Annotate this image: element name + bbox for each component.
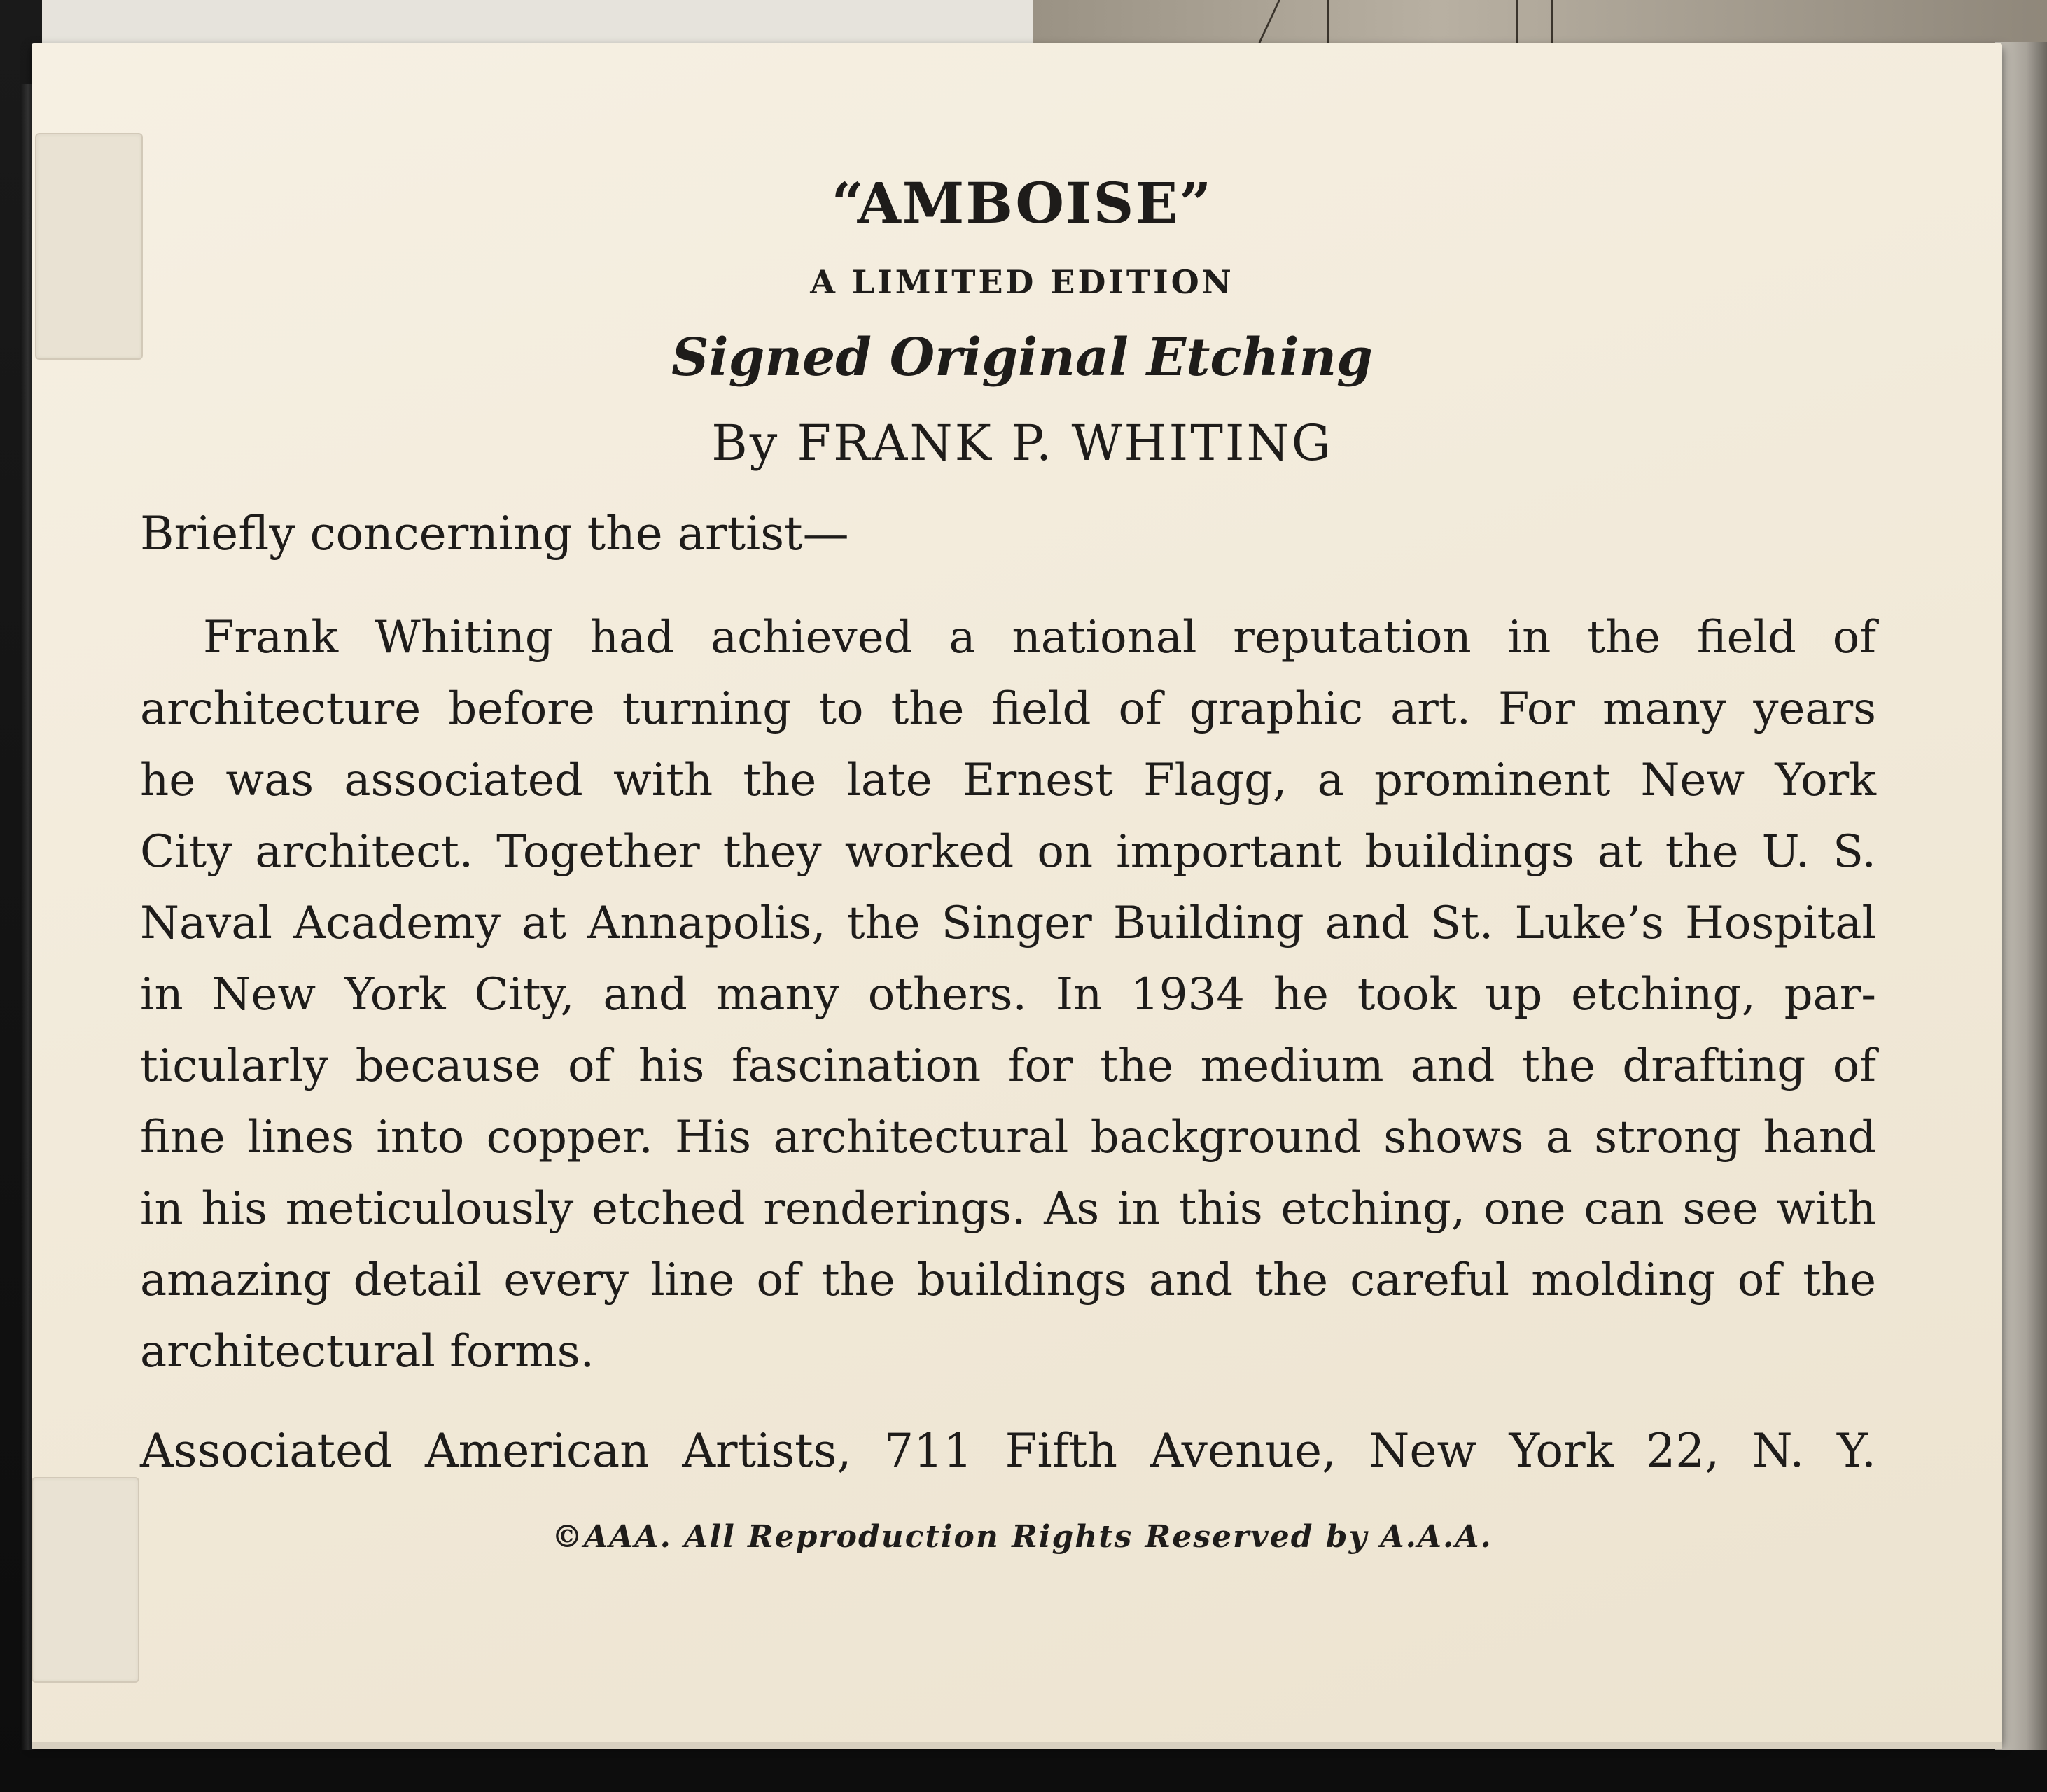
biography-line: he was associated with the late Ernest Flagg, a prominent New York: [140, 755, 1876, 806]
card-content: [140, 170, 1876, 1555]
biography-line: architectural forms.: [140, 1326, 594, 1378]
card-subtitle: Signed Original Etching: [671, 328, 1373, 388]
intro-line: Briefly concerning the artist—: [140, 507, 849, 561]
artist-byline: By FRANK P. WHITING: [711, 414, 1333, 472]
biography-line: in New York City, and many others. In 1934 he took up etching, par-: [140, 969, 1876, 1021]
mounting-hinge-bottom: [32, 1477, 139, 1683]
biography-line: Frank Whiting had achieved a national reputation in the field of: [203, 612, 1876, 664]
biography-line: in his meticulously etched renderings. As in this etching, one can see with: [140, 1183, 1876, 1235]
biography-line: fine lines into copper. His architectural background shows a strong hand: [140, 1112, 1876, 1163]
edition-label: A LIMITED EDITION: [810, 263, 1234, 301]
mounting-hinge-top: [35, 133, 143, 360]
biography-line: ticularly because of his fascination for the medium and the drafting of: [140, 1040, 1876, 1092]
copyright-notice: ©AAA. All Reproduction Rights Reserved by A.A.A.: [552, 1519, 1493, 1555]
biography-line: Naval Academy at Annapolis, the Singer Building and St. Luke’s Hospital: [140, 897, 1876, 949]
card-edge: [32, 1742, 2002, 1749]
publisher-address: Associated American Artists, 711 Fifth Avenue, New York 22, N. Y.: [140, 1424, 1876, 1478]
artist-biography: [140, 602, 1876, 1387]
biography-line: amazing detail every line of the buildings and the careful molding of the: [140, 1254, 1876, 1306]
sleeve-edge: [1995, 42, 2047, 1750]
biography-line: City architect. Together they worked on important buildings at the U. S.: [140, 826, 1876, 878]
biography-line: architecture before turning to the field of graphic art. For many years: [140, 683, 1876, 735]
card-title: “AMBOISE”: [831, 170, 1213, 236]
